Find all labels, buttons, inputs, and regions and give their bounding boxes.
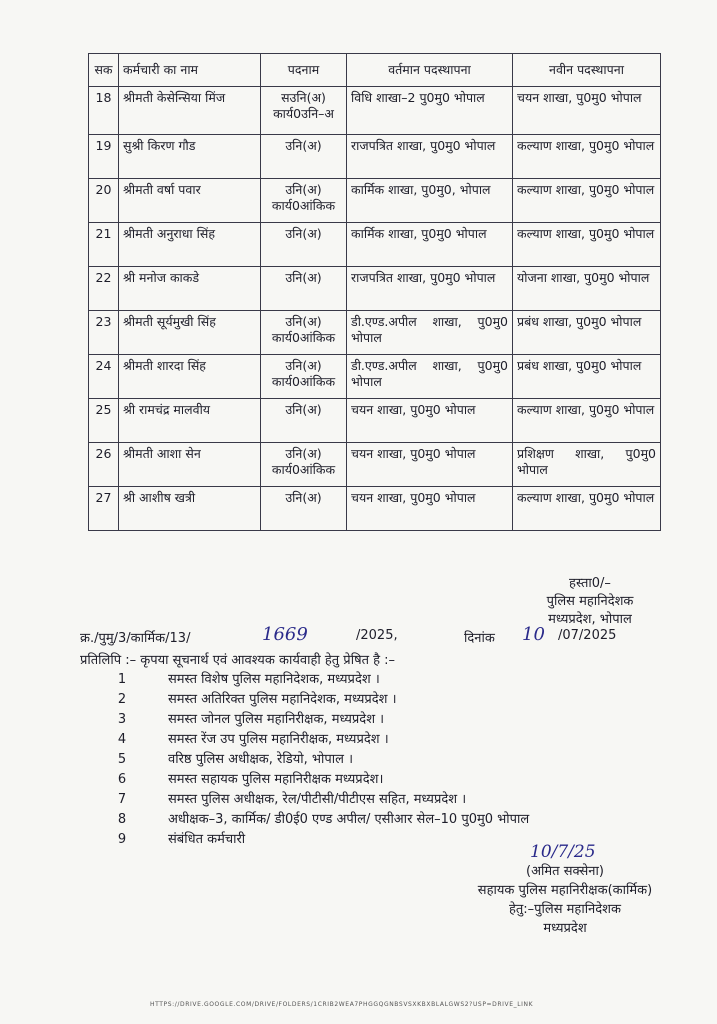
- cell-name: श्रीमती अनुराधा सिंह: [119, 223, 261, 267]
- table-row: [89, 399, 661, 443]
- officer-for-line: हेतु:–पुलिस महानिदेशक: [508, 902, 622, 917]
- list-item-number: 8: [117, 812, 127, 827]
- cell-new-posting: कल्याण शाखा, पु0मु0 भोपाल: [513, 399, 661, 443]
- copy-to-intro: प्रतिलिपि :– कृपया सूचनार्थ एवं आवश्यक कार्यवाही हेतु प्रेषित है :–: [80, 653, 396, 668]
- signed-mark: हस्ता0/–: [569, 576, 611, 591]
- cell-name: श्री आशीष खत्री: [119, 487, 261, 531]
- order-ref-prefix: क्र./पुमु/3/कार्मिक/13/: [80, 631, 191, 646]
- cell-current-posting: कार्मिक शाखा, पु0मु0, भोपाल: [347, 179, 513, 223]
- cell-current-posting: चयन शाखा, पु0मु0 भोपाल: [347, 399, 513, 443]
- cell-current-posting: विधि शाखा–2 पु0मु0 भोपाल: [347, 87, 513, 135]
- cell-name: श्री मनोज काकडे: [119, 267, 261, 311]
- cell-designation: उनि(अ) कार्य0आंकिक: [261, 311, 347, 355]
- list-item: [112, 770, 672, 790]
- date-day: 10: [522, 624, 545, 645]
- date-label: दिनांक: [464, 631, 495, 646]
- list-item-text: समस्त विशेष पुलिस महानिदेशक, मध्यप्रदेश ।: [168, 672, 380, 687]
- officer-signature: 10/7/25: [530, 842, 596, 862]
- footer-url: HTTPS://DRIVE.GOOGLE.COM/DRIVE/FOLDERS/1CRIB2WEA7PHGGQGNBSVSXKBXBLALGWS2?USP=DRIVE_LINK: [150, 1001, 534, 1008]
- table-row: [89, 355, 661, 399]
- cell-name: श्रीमती वर्षा पवार: [119, 179, 261, 223]
- header-designation: पदनाम: [261, 54, 347, 87]
- transfer-table: [88, 53, 661, 531]
- list-item-text: अधीक्षक–3, कार्मिक/ डी0ई0 एण्ड अपील/ एसीआर सेल–10 पु0मु0 भोपाल: [168, 812, 530, 827]
- cell-sn: 21: [89, 223, 119, 267]
- table-row: [89, 267, 661, 311]
- distribution-list: [112, 670, 672, 850]
- list-item: [112, 750, 672, 770]
- table-header-row: [89, 54, 661, 87]
- list-item-number: 7: [117, 792, 127, 807]
- table-row: [89, 443, 661, 487]
- cell-new-posting: प्रबंध शाखा, पु0मु0 भोपाल: [513, 355, 661, 399]
- list-item-text: समस्त अतिरिक्त पुलिस महानिदेशक, मध्यप्रदेश ।: [168, 692, 397, 707]
- table-row: [89, 179, 661, 223]
- order-ref-year: /2025,: [356, 628, 398, 643]
- officer-state: मध्यप्रदेश: [543, 921, 587, 936]
- cell-new-posting: कल्याण शाखा, पु0मु0 भोपाल: [513, 223, 661, 267]
- order-reference-line: [80, 624, 680, 650]
- cell-new-posting: कल्याण शाखा, पु0मु0 भोपाल: [513, 487, 661, 531]
- officer-block: [450, 862, 680, 938]
- cell-new-posting: प्रशिक्षण शाखा, पु0मु0 भोपाल: [513, 443, 661, 487]
- officer-title: सहायक पुलिस महानिरीक्षक(कार्मिक): [477, 883, 653, 898]
- table-row: [89, 87, 661, 135]
- table-row: [89, 311, 661, 355]
- cell-sn: 23: [89, 311, 119, 355]
- cell-sn: 27: [89, 487, 119, 531]
- officer-name: (अमित सक्सेना): [526, 864, 604, 879]
- list-item-number: 9: [117, 832, 127, 847]
- cell-current-posting: कार्मिक शाखा, पु0मु0 भोपाल: [347, 223, 513, 267]
- list-item: [112, 710, 672, 730]
- list-item-number: 4: [117, 732, 127, 747]
- order-ref-number: 1669: [262, 624, 308, 645]
- cell-designation: उनि(अ): [261, 267, 347, 311]
- cell-sn: 24: [89, 355, 119, 399]
- cell-designation: उनि(अ): [261, 223, 347, 267]
- list-item-text: समस्त सहायक पुलिस महानिरीक्षक मध्यप्रदेश।: [168, 772, 384, 787]
- list-item-text: समस्त रेंज उप पुलिस महानिरीक्षक, मध्यप्रदेश ।: [168, 732, 389, 747]
- header-new-posting: नवीन पदस्थापना: [513, 54, 661, 87]
- cell-sn: 18: [89, 87, 119, 135]
- cell-sn: 25: [89, 399, 119, 443]
- cell-sn: 22: [89, 267, 119, 311]
- list-item: [112, 790, 672, 810]
- cell-designation: उनि(अ) कार्य0आंकिक: [261, 443, 347, 487]
- cell-designation: उनि(अ): [261, 135, 347, 179]
- cell-current-posting: चयन शाखा, पु0मु0 भोपाल: [347, 487, 513, 531]
- signatory-place: मध्यप्रदेश, भोपाल: [548, 612, 632, 627]
- cell-designation: उनि(अ) कार्य0आंकिक: [261, 355, 347, 399]
- cell-current-posting: डी.एण्ड.अपील शाखा, पु0मु0 भोपाल: [347, 355, 513, 399]
- dgp-signature-block: [500, 575, 680, 629]
- cell-sn: 20: [89, 179, 119, 223]
- cell-new-posting: कल्याण शाखा, पु0मु0 भोपाल: [513, 135, 661, 179]
- cell-sn: 26: [89, 443, 119, 487]
- list-item-number: 5: [117, 752, 127, 767]
- list-item-text: समस्त पुलिस अधीक्षक, रेल/पीटीसी/पीटीएस सहित, मध्यप्रदेश ।: [168, 792, 467, 807]
- cell-current-posting: राजपत्रित शाखा, पु0मु0 भोपाल: [347, 267, 513, 311]
- cell-new-posting: प्रबंध शाखा, पु0मु0 भोपाल: [513, 311, 661, 355]
- list-item-text: वरिष्ठ पुलिस अधीक्षक, रेडियो, भोपाल ।: [168, 752, 353, 767]
- table-row: [89, 223, 661, 267]
- list-item-number: 2: [117, 692, 127, 707]
- table-row: [89, 135, 661, 179]
- cell-name: श्रीमती शारदा सिंह: [119, 355, 261, 399]
- cell-sn: 19: [89, 135, 119, 179]
- cell-name: श्री रामचंद्र मालवीय: [119, 399, 261, 443]
- cell-designation: उनि(अ): [261, 487, 347, 531]
- list-item-text: संबंधित कर्मचारी: [168, 832, 246, 847]
- list-item: [112, 690, 672, 710]
- cell-current-posting: चयन शाखा, पु0मु0 भोपाल: [347, 443, 513, 487]
- cell-current-posting: डी.एण्ड.अपील शाखा, पु0मु0 भोपाल: [347, 311, 513, 355]
- table-row: [89, 487, 661, 531]
- header-sn: सक: [89, 54, 119, 87]
- header-name: कर्मचारी का नाम: [119, 54, 261, 87]
- list-item: [112, 810, 672, 830]
- cell-name: श्रीमती आशा सेन: [119, 443, 261, 487]
- cell-name: सुश्री किरण गौड: [119, 135, 261, 179]
- list-item-number: 3: [117, 712, 127, 727]
- list-item-number: 6: [117, 772, 127, 787]
- list-item-number: 1: [117, 672, 127, 687]
- cell-name: श्रीमती सूर्यमुखी सिंह: [119, 311, 261, 355]
- cell-new-posting: योजना शाखा, पु0मु0 भोपाल: [513, 267, 661, 311]
- list-item: [112, 730, 672, 750]
- signatory-title: पुलिस महानिदेशक: [546, 594, 634, 609]
- cell-new-posting: चयन शाखा, पु0मु0 भोपाल: [513, 87, 661, 135]
- cell-designation: उनि(अ) कार्य0आंकिक: [261, 179, 347, 223]
- header-current-posting: वर्तमान पदस्थापना: [347, 54, 513, 87]
- cell-new-posting: कल्याण शाखा, पु0मु0 भोपाल: [513, 179, 661, 223]
- date-rest: /07/2025: [558, 628, 617, 643]
- list-item-text: समस्त जोनल पुलिस महानिरीक्षक, मध्यप्रदेश ।: [168, 712, 385, 727]
- table-body: [89, 87, 661, 531]
- cell-current-posting: राजपत्रित शाखा, पु0मु0 भोपाल: [347, 135, 513, 179]
- cell-name: श्रीमती केसेन्सिया मिंज: [119, 87, 261, 135]
- list-item: [112, 670, 672, 690]
- cell-designation: उनि(अ): [261, 399, 347, 443]
- cell-designation: सउनि(अ) कार्य0उनि–अ: [261, 87, 347, 135]
